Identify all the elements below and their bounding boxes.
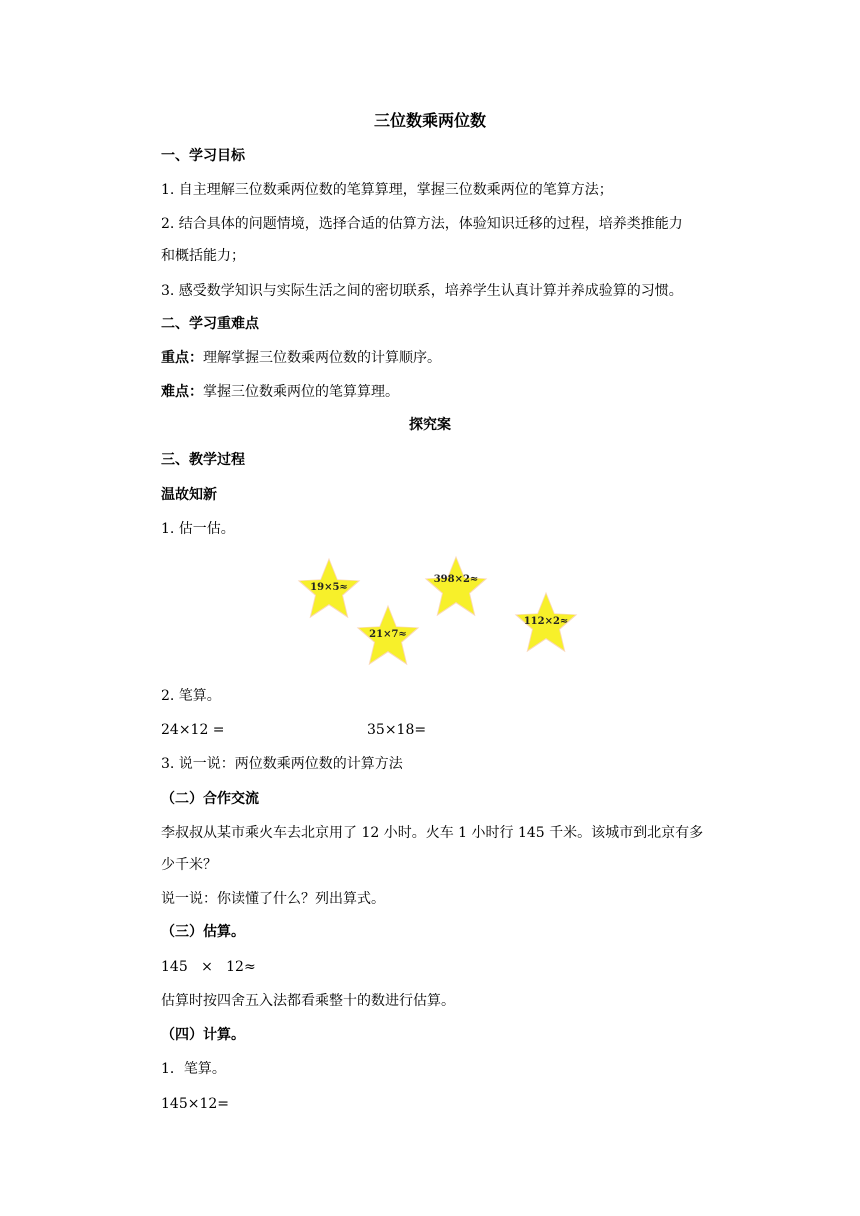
review-heading: 温故知新 [161, 487, 217, 503]
question-2: 2. 笔算。 [161, 688, 221, 704]
star-label: 112×2≈ [523, 616, 569, 627]
compute-item: 1．笔算。 [161, 1061, 226, 1077]
star-card [514, 590, 578, 654]
problem-line-2: 少千米？ [161, 857, 217, 873]
star-card [424, 554, 488, 618]
section-heading-process: 三、教学过程 [161, 452, 245, 468]
star-icon [424, 554, 488, 618]
key-point-text: 理解掌握三位数乘两位数的计算顺序。 [203, 350, 441, 366]
estimate-note: 估算时按四舍五入法都看乘整十的数进行估算。 [161, 993, 455, 1009]
cooperate-prompt: 说一说：你读懂了什么？列出算式。 [161, 891, 385, 907]
explore-title: 探究案 [409, 417, 451, 433]
estimation-stars [290, 548, 590, 678]
star-card [356, 603, 420, 667]
question-1: 1. 估一估。 [161, 521, 235, 537]
question-3: 3. 说一说：两位数乘两位数的计算方法 [161, 756, 403, 772]
cooperate-heading: （二）合作交流 [161, 791, 259, 807]
problem-line-1: 李叔叔从某市乘火车去北京用了 12 小时。火车 1 小时行 145 千米。该城市到北京有多 [161, 825, 704, 841]
estimate-heading: （三）估算。 [161, 924, 245, 940]
objective-item-2: 2. 结合具体的问题情境，选择合适的估算方法，体验知识迁移的过程，培养类推能力 [161, 216, 683, 232]
estimate-expression: 145 × 12≈ [161, 959, 256, 975]
key-point-label: 重点： [161, 350, 203, 366]
star-label: 19×5≈ [310, 582, 348, 593]
key-point [161, 348, 441, 368]
difficulty-text: 掌握三位数乘两位的笔算算理。 [203, 384, 399, 400]
star-card [297, 556, 361, 620]
star-label: 21×7≈ [369, 629, 407, 640]
star-label: 398×2≈ [433, 574, 479, 585]
compute-expression: 145×12= [161, 1096, 229, 1112]
section-heading-keypoints: 二、学习重难点 [161, 316, 259, 332]
objective-item-3: 3. 感受数学知识与实际生活之间的密切联系，培养学生认真计算并养成验算的习惯。 [161, 283, 683, 299]
calc-b: 35×18= [367, 722, 427, 738]
objective-item-1: 1. 自主理解三位数乘两位数的笔算算理，掌握三位数乘两位的笔算方法； [161, 182, 613, 198]
difficulty-point [161, 382, 399, 402]
page-title: 三位数乘两位数 [373, 111, 486, 130]
objective-item-2-cont: 和概括能力； [161, 248, 245, 264]
compute-heading: （四）计算。 [161, 1027, 245, 1043]
section-heading-objectives: 一、学习目标 [161, 148, 245, 164]
calc-a: 24×12 = [161, 722, 225, 738]
difficulty-label: 难点： [161, 384, 203, 400]
